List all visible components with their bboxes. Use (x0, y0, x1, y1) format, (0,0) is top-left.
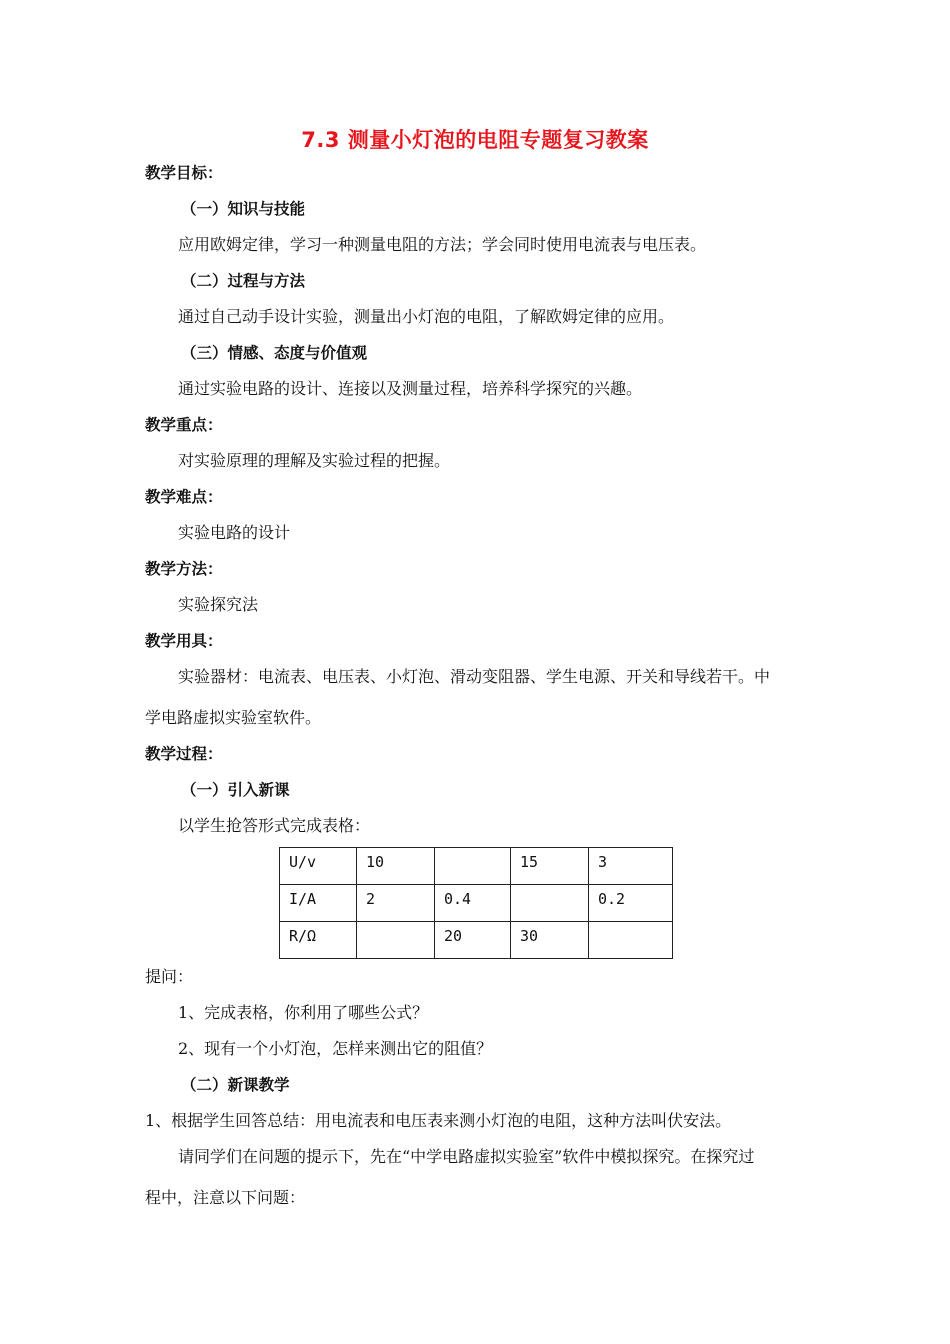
table-cell: 30 (511, 922, 589, 959)
table-cell: 20 (435, 922, 511, 959)
new-lesson-instruction-line1: 请同学们在问题的提示下，先在“中学电路虚拟实验室”软件中模拟探究。在探究过 (178, 1147, 755, 1166)
question-2: 2、现有一个小灯泡，怎样来测出它的阻值？ (178, 1039, 493, 1058)
table-cell: 2 (357, 885, 435, 922)
table-cell (435, 848, 511, 885)
intro-text: 以学生抢答形式完成表格： (178, 816, 371, 835)
goals-heading: 教学目标： (145, 164, 223, 182)
knowledge-heading: （一）知识与技能 (181, 200, 306, 218)
table-cell: 0.2 (589, 885, 673, 922)
intro-heading: （一）引入新课 (181, 781, 290, 799)
key-point-heading: 教学重点： (145, 416, 223, 434)
table-row (280, 922, 673, 959)
new-lesson-instruction-line2: 程中，注意以下问题： (145, 1188, 306, 1207)
new-lesson-summary: 1、根据学生回答总结：用电流表和电压表来测小灯泡的电阻，这种方法叫伏安法。 (145, 1111, 732, 1130)
knowledge-text: 应用欧姆定律，学习一种测量电阻的方法；学会同时使用电流表与电压表。 (178, 235, 707, 254)
question-label: 提问： (145, 967, 194, 986)
method-text: 实验探究法 (178, 595, 259, 614)
table-cell: 10 (357, 848, 435, 885)
table-cell (589, 922, 673, 959)
process-heading: （二）过程与方法 (181, 272, 306, 290)
table-cell (511, 885, 589, 922)
table-row (280, 848, 673, 885)
attitude-text: 通过实验电路的设计、连接以及测量过程，培养科学探究的兴趣。 (178, 379, 643, 398)
table-cell: 3 (589, 848, 673, 885)
method-heading: 教学方法： (145, 560, 223, 578)
quiz-table (279, 847, 673, 959)
table-cell: U/v (280, 848, 357, 885)
table-cell (357, 922, 435, 959)
tools-heading: 教学用具： (145, 632, 223, 650)
difficulty-text: 实验电路的设计 (178, 523, 291, 542)
question-1: 1、完成表格，你利用了哪些公式？ (178, 1003, 429, 1022)
document-title: 7.3 测量小灯泡的电阻专题复习教案 (301, 128, 649, 152)
tools-text-line1: 实验器材：电流表、电压表、小灯泡、滑动变阻器、学生电源、开关和导线若干。中 (178, 667, 771, 686)
difficulty-heading: 教学难点： (145, 488, 223, 506)
tools-text-line2: 学电路虚拟实验室软件。 (145, 708, 322, 727)
procedure-heading: 教学过程： (145, 745, 223, 763)
table-cell: I/A (280, 885, 357, 922)
table-row (280, 885, 673, 922)
table-cell: R/Ω (280, 922, 357, 959)
table-cell: 0.4 (435, 885, 511, 922)
attitude-heading: （三）情感、态度与价值观 (181, 344, 368, 362)
process-text: 通过自己动手设计实验，测量出小灯泡的电阻，了解欧姆定律的应用。 (178, 307, 675, 326)
table-cell: 15 (511, 848, 589, 885)
key-point-text: 对实验原理的理解及实验过程的把握。 (178, 451, 451, 470)
new-lesson-heading: （二）新课教学 (181, 1076, 290, 1094)
